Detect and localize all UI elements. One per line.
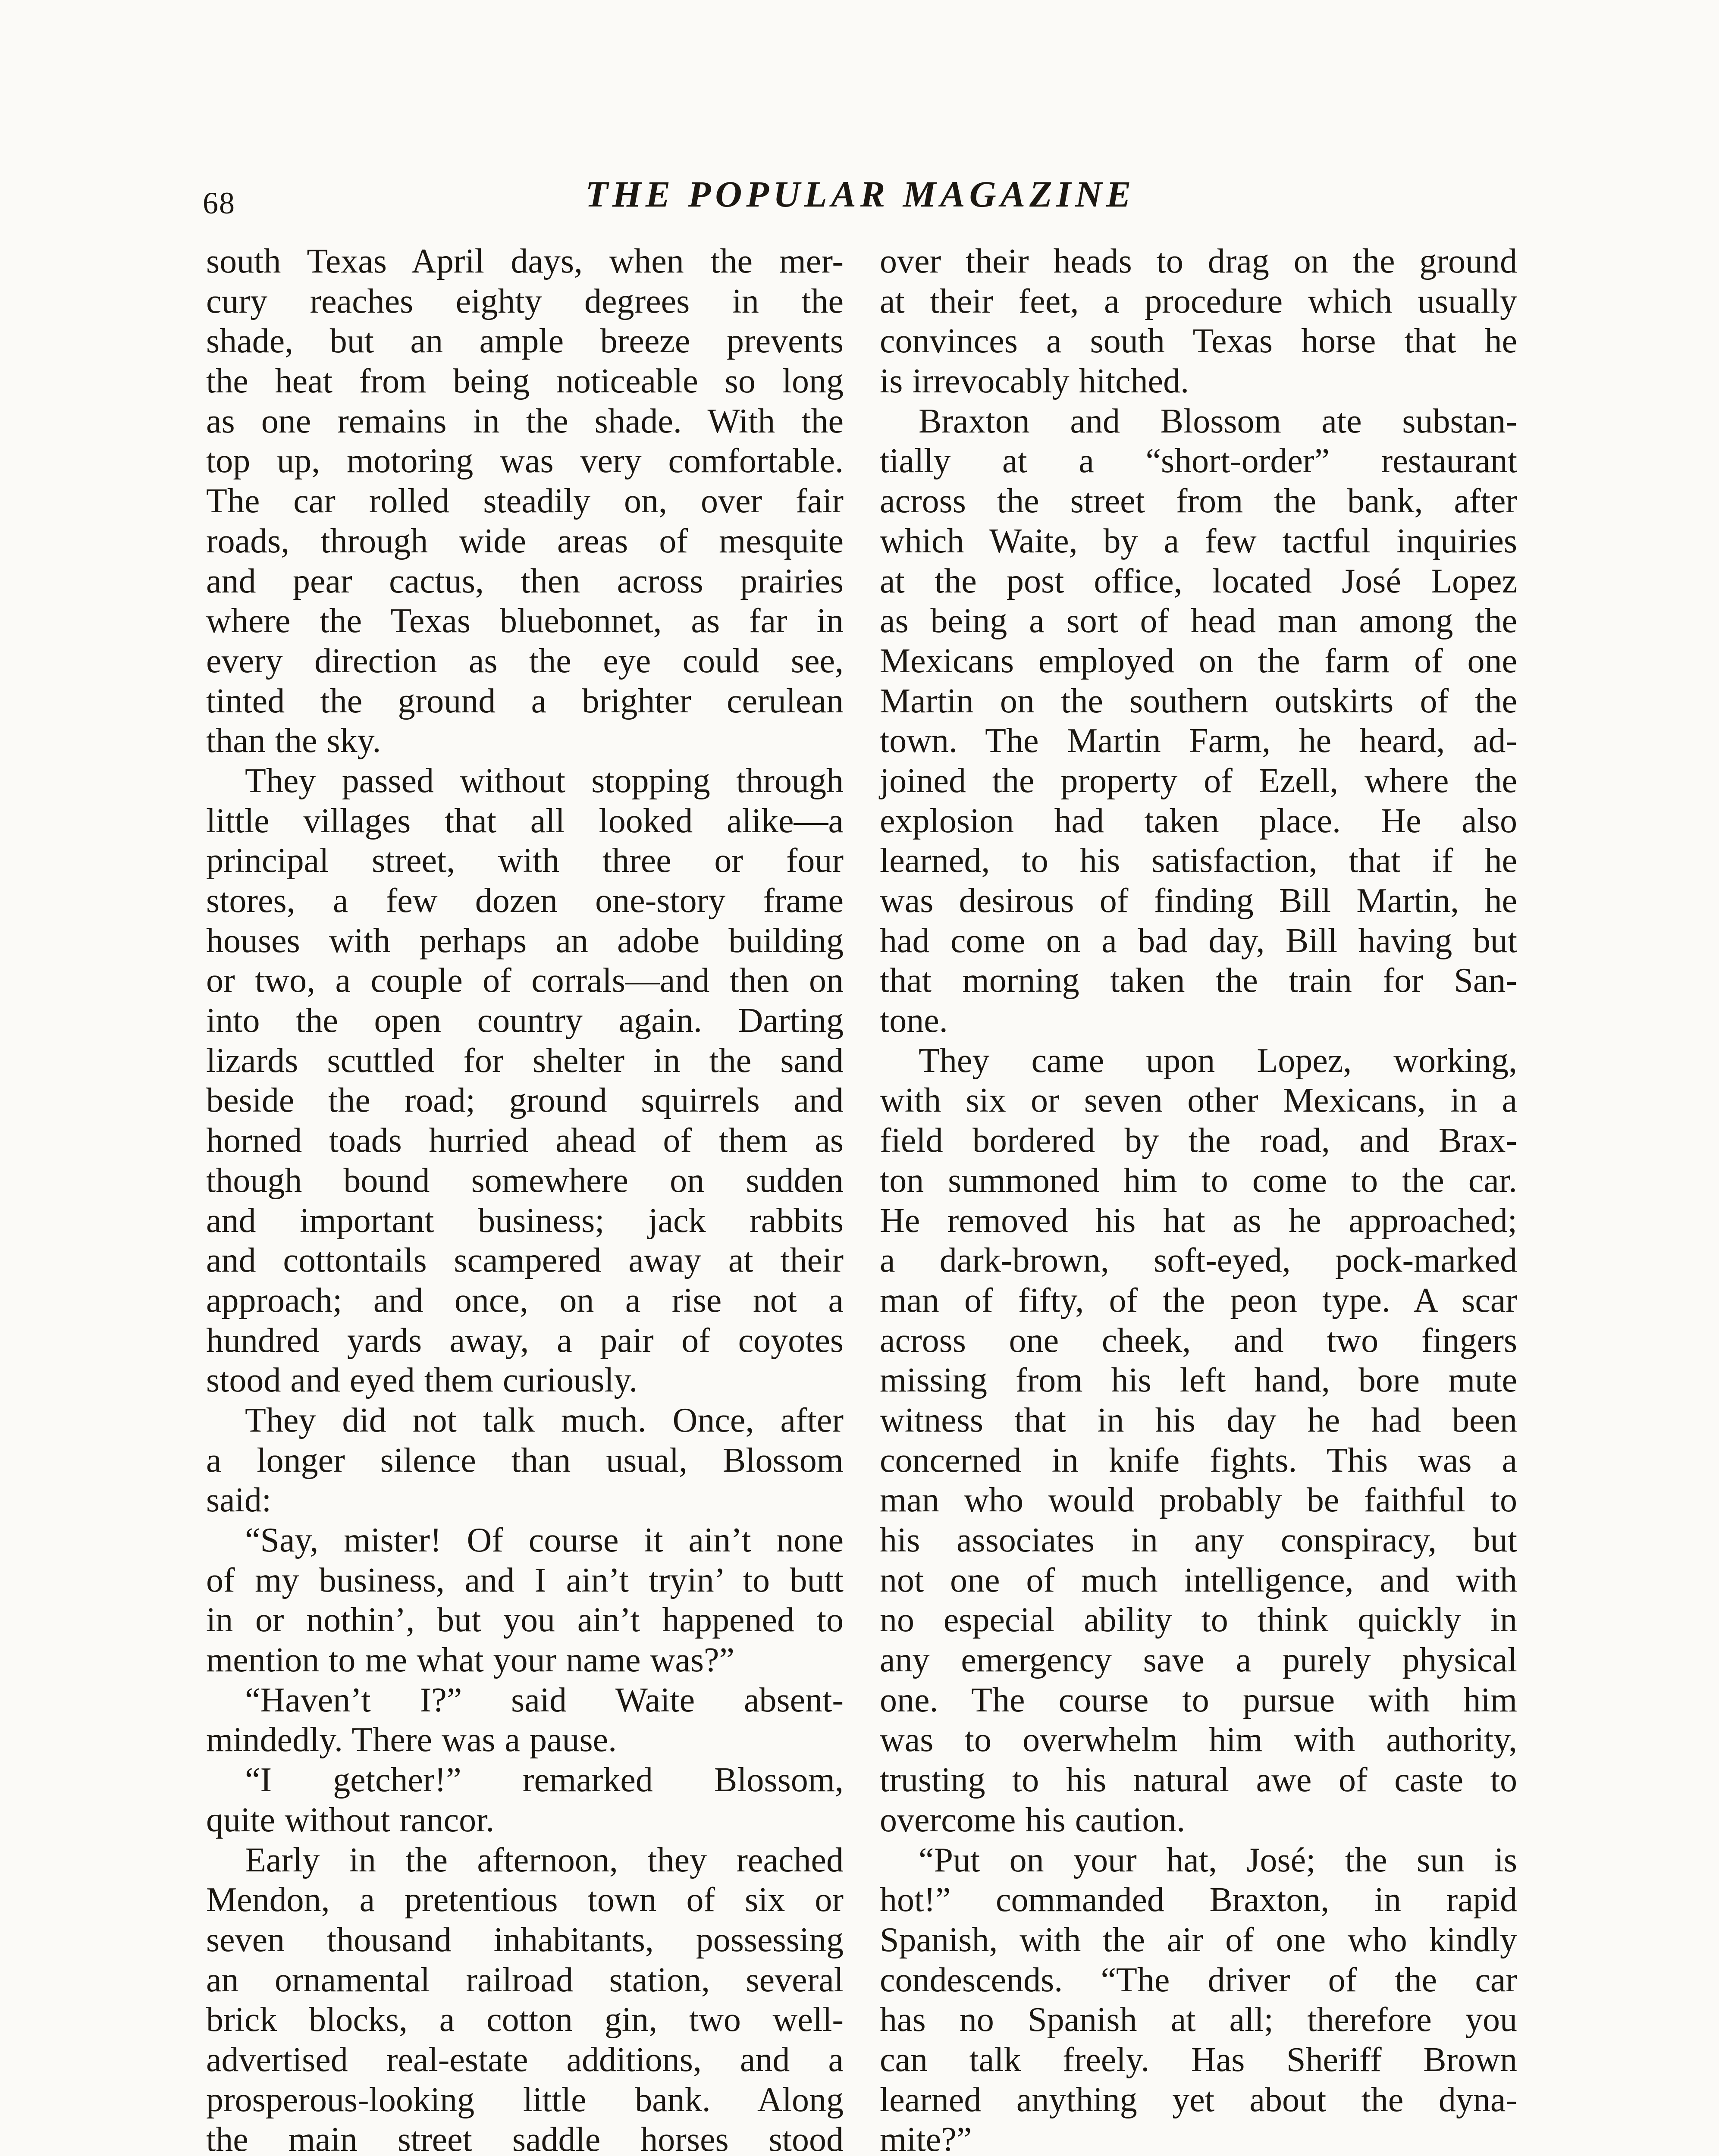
text-line: man who would probably be faithful to	[880, 1481, 1517, 1520]
text-line: of my business, and I ain’t tryin’ to butt	[206, 1561, 844, 1599]
text-line: “Say, mister! Of course it ain’t none	[245, 1521, 844, 1559]
text-line: is irrevocably hitched.	[880, 362, 1189, 401]
text-line: tinted the ground a brighter cerulean	[206, 682, 844, 720]
text-line: learned anything yet about the dyna-	[880, 2081, 1517, 2119]
text-line: field bordered by the road, and Brax-	[880, 1122, 1517, 1160]
text-line: They passed without stopping through	[245, 761, 844, 800]
text-line: Mendon, a pretentious town of six or	[206, 1881, 844, 1919]
text-line: joined the property of Ezell, where the	[880, 761, 1517, 800]
text-line: convinces a south Texas horse that he	[880, 322, 1517, 360]
text-line: the heat from being noticeable so long	[206, 362, 844, 401]
text-line: mindedly. There was a pause.	[206, 1721, 617, 1759]
text-line: and pear cactus, then across prairies	[206, 562, 844, 600]
text-line: across one cheek, and two fingers	[880, 1321, 1517, 1360]
text-line: stood and eyed them curiously.	[206, 1361, 638, 1400]
text-line: though bound somewhere on sudden	[206, 1161, 844, 1200]
text-line: a dark-brown, soft-eyed, pock-marked	[880, 1241, 1517, 1280]
page-number: 68	[203, 186, 235, 220]
text-line: trusting to his natural awe of caste to	[880, 1761, 1517, 1799]
text-line: at the post office, located José Lopez	[880, 562, 1517, 600]
right-column	[880, 241, 1517, 2156]
text-line: mite?”	[880, 2121, 972, 2156]
text-line: every direction as the eye could see,	[206, 642, 844, 680]
text-line: was desirous of finding Bill Martin, he	[880, 882, 1517, 920]
text-line: any emergency save a purely physical	[880, 1641, 1517, 1680]
text-line: the main street saddle horses stood	[206, 2121, 844, 2156]
text-line: in or nothin’, but you ain’t happened to	[206, 1601, 844, 1639]
text-line: can talk freely. Has Sheriff Brown	[880, 2040, 1517, 2079]
text-line: a longer silence than usual, Blossom	[206, 1441, 844, 1479]
text-line: south Texas April days, when the mer-	[206, 242, 844, 280]
text-line: tially at a “short-order” restaurant	[880, 442, 1517, 480]
text-line: beside the road; ground squirrels and	[206, 1081, 844, 1120]
text-line: and cottontails scampered away at their	[206, 1241, 844, 1280]
text-line: one. The course to pursue with him	[880, 1681, 1517, 1719]
text-line: shade, but an ample breeze prevents	[206, 322, 844, 360]
text-line: They did not talk much. Once, after	[245, 1401, 844, 1439]
text-line: hot!” commanded Braxton, in rapid	[880, 1881, 1517, 1919]
text-line: not one of much intelligence, and with	[880, 1561, 1517, 1599]
text-line: town. The Martin Farm, he heard, ad-	[880, 722, 1517, 760]
text-line: into the open country again. Darting	[206, 1002, 844, 1040]
text-line: stores, a few dozen one-story frame	[206, 882, 844, 920]
text-line: Mexicans employed on the farm of one	[880, 642, 1517, 680]
text-line: lizards scuttled for shelter in the sand	[206, 1041, 844, 1080]
text-line: as being a sort of head man among the	[880, 602, 1517, 640]
text-line: “I getcher!” remarked Blossom,	[245, 1761, 844, 1799]
text-line: approach; and once, on a rise not a	[206, 1281, 844, 1319]
text-line: and important business; jack rabbits	[206, 1201, 844, 1240]
text-line: principal street, with three or four	[206, 842, 844, 880]
text-line: where the Texas bluebonnet, as far in	[206, 602, 844, 640]
text-line: ton summoned him to come to the car.	[880, 1161, 1517, 1200]
text-line: prosperous-looking little bank. Along	[206, 2081, 844, 2119]
text-line: little villages that all looked alike—a	[206, 802, 844, 840]
text-line: They came upon Lopez, working,	[919, 1041, 1517, 1080]
text-line: concerned in knife fights. This was a	[880, 1441, 1517, 1479]
text-line: or two, a couple of corrals—and then on	[206, 962, 844, 1000]
text-line: houses with perhaps an adobe building	[206, 921, 844, 960]
text-line: overcome his caution.	[880, 1801, 1186, 1839]
text-line: has no Spanish at all; therefore you	[880, 2001, 1517, 2039]
text-line: as one remains in the shade. With the	[206, 402, 844, 440]
text-line: which Waite, by a few tactful inquiries	[880, 522, 1517, 560]
text-line: than the sky.	[206, 722, 381, 760]
text-line: seven thousand inhabitants, possessing	[206, 1921, 844, 1959]
text-line: He removed his hat as he approached;	[880, 1201, 1517, 1240]
text-line: mention to me what your name was?”	[206, 1641, 734, 1680]
text-line: at their feet, a procedure which usually	[880, 282, 1517, 320]
text-line: Early in the afternoon, they reached	[245, 1841, 844, 1879]
text-line: with six or seven other Mexicans, in a	[880, 1081, 1517, 1120]
text-line: Martin on the southern outskirts of the	[880, 682, 1517, 720]
text-line: that morning taken the train for San-	[880, 962, 1517, 1000]
text-line: The car rolled steadily on, over fair	[206, 482, 844, 520]
text-line: missing from his left hand, bore mute	[880, 1361, 1517, 1400]
text-line: horned toads hurried ahead of them as	[206, 1122, 844, 1160]
text-line: Spanish, with the air of one who kindly	[880, 1921, 1517, 1959]
text-line: “Haven’t I?” said Waite absent-	[245, 1681, 844, 1719]
text-line: top up, motoring was very comfortable.	[206, 442, 844, 480]
text-line: hundred yards away, a pair of coyotes	[206, 1321, 844, 1360]
page-header	[203, 172, 1518, 233]
text-line: brick blocks, a cotton gin, two well-	[206, 2001, 844, 2039]
text-line: condescends. “The driver of the car	[880, 1961, 1517, 1999]
text-line: his associates in any conspiracy, but	[880, 1521, 1517, 1559]
text-line: witness that in his day he had been	[880, 1401, 1517, 1439]
text-line: Braxton and Blossom ate substan-	[919, 402, 1517, 440]
text-line: quite without rancor.	[206, 1801, 495, 1839]
left-column	[206, 241, 844, 2156]
text-line: had come on a bad day, Bill having but	[880, 921, 1517, 960]
text-line: said:	[206, 1481, 272, 1520]
text-line: across the street from the bank, after	[880, 482, 1517, 520]
text-line: tone.	[880, 1002, 948, 1040]
text-line: was to overwhelm him with authority,	[880, 1721, 1517, 1759]
running-title: THE POPULAR MAGAZINE	[585, 173, 1136, 215]
text-line: no especial ability to think quickly in	[880, 1601, 1517, 1639]
text-line: “Put on your hat, José; the sun is	[919, 1841, 1517, 1879]
text-line: advertised real-estate additions, and a	[206, 2040, 844, 2079]
text-line: cury reaches eighty degrees in the	[206, 282, 844, 320]
text-line: learned, to his satisfaction, that if he	[880, 842, 1517, 880]
text-line: man of fifty, of the peon type. A scar	[880, 1281, 1517, 1319]
text-line: explosion had taken place. He also	[880, 802, 1517, 840]
text-line: over their heads to drag on the ground	[880, 242, 1517, 280]
text-line: an ornamental railroad station, several	[206, 1961, 844, 1999]
text-line: roads, through wide areas of mesquite	[206, 522, 844, 560]
